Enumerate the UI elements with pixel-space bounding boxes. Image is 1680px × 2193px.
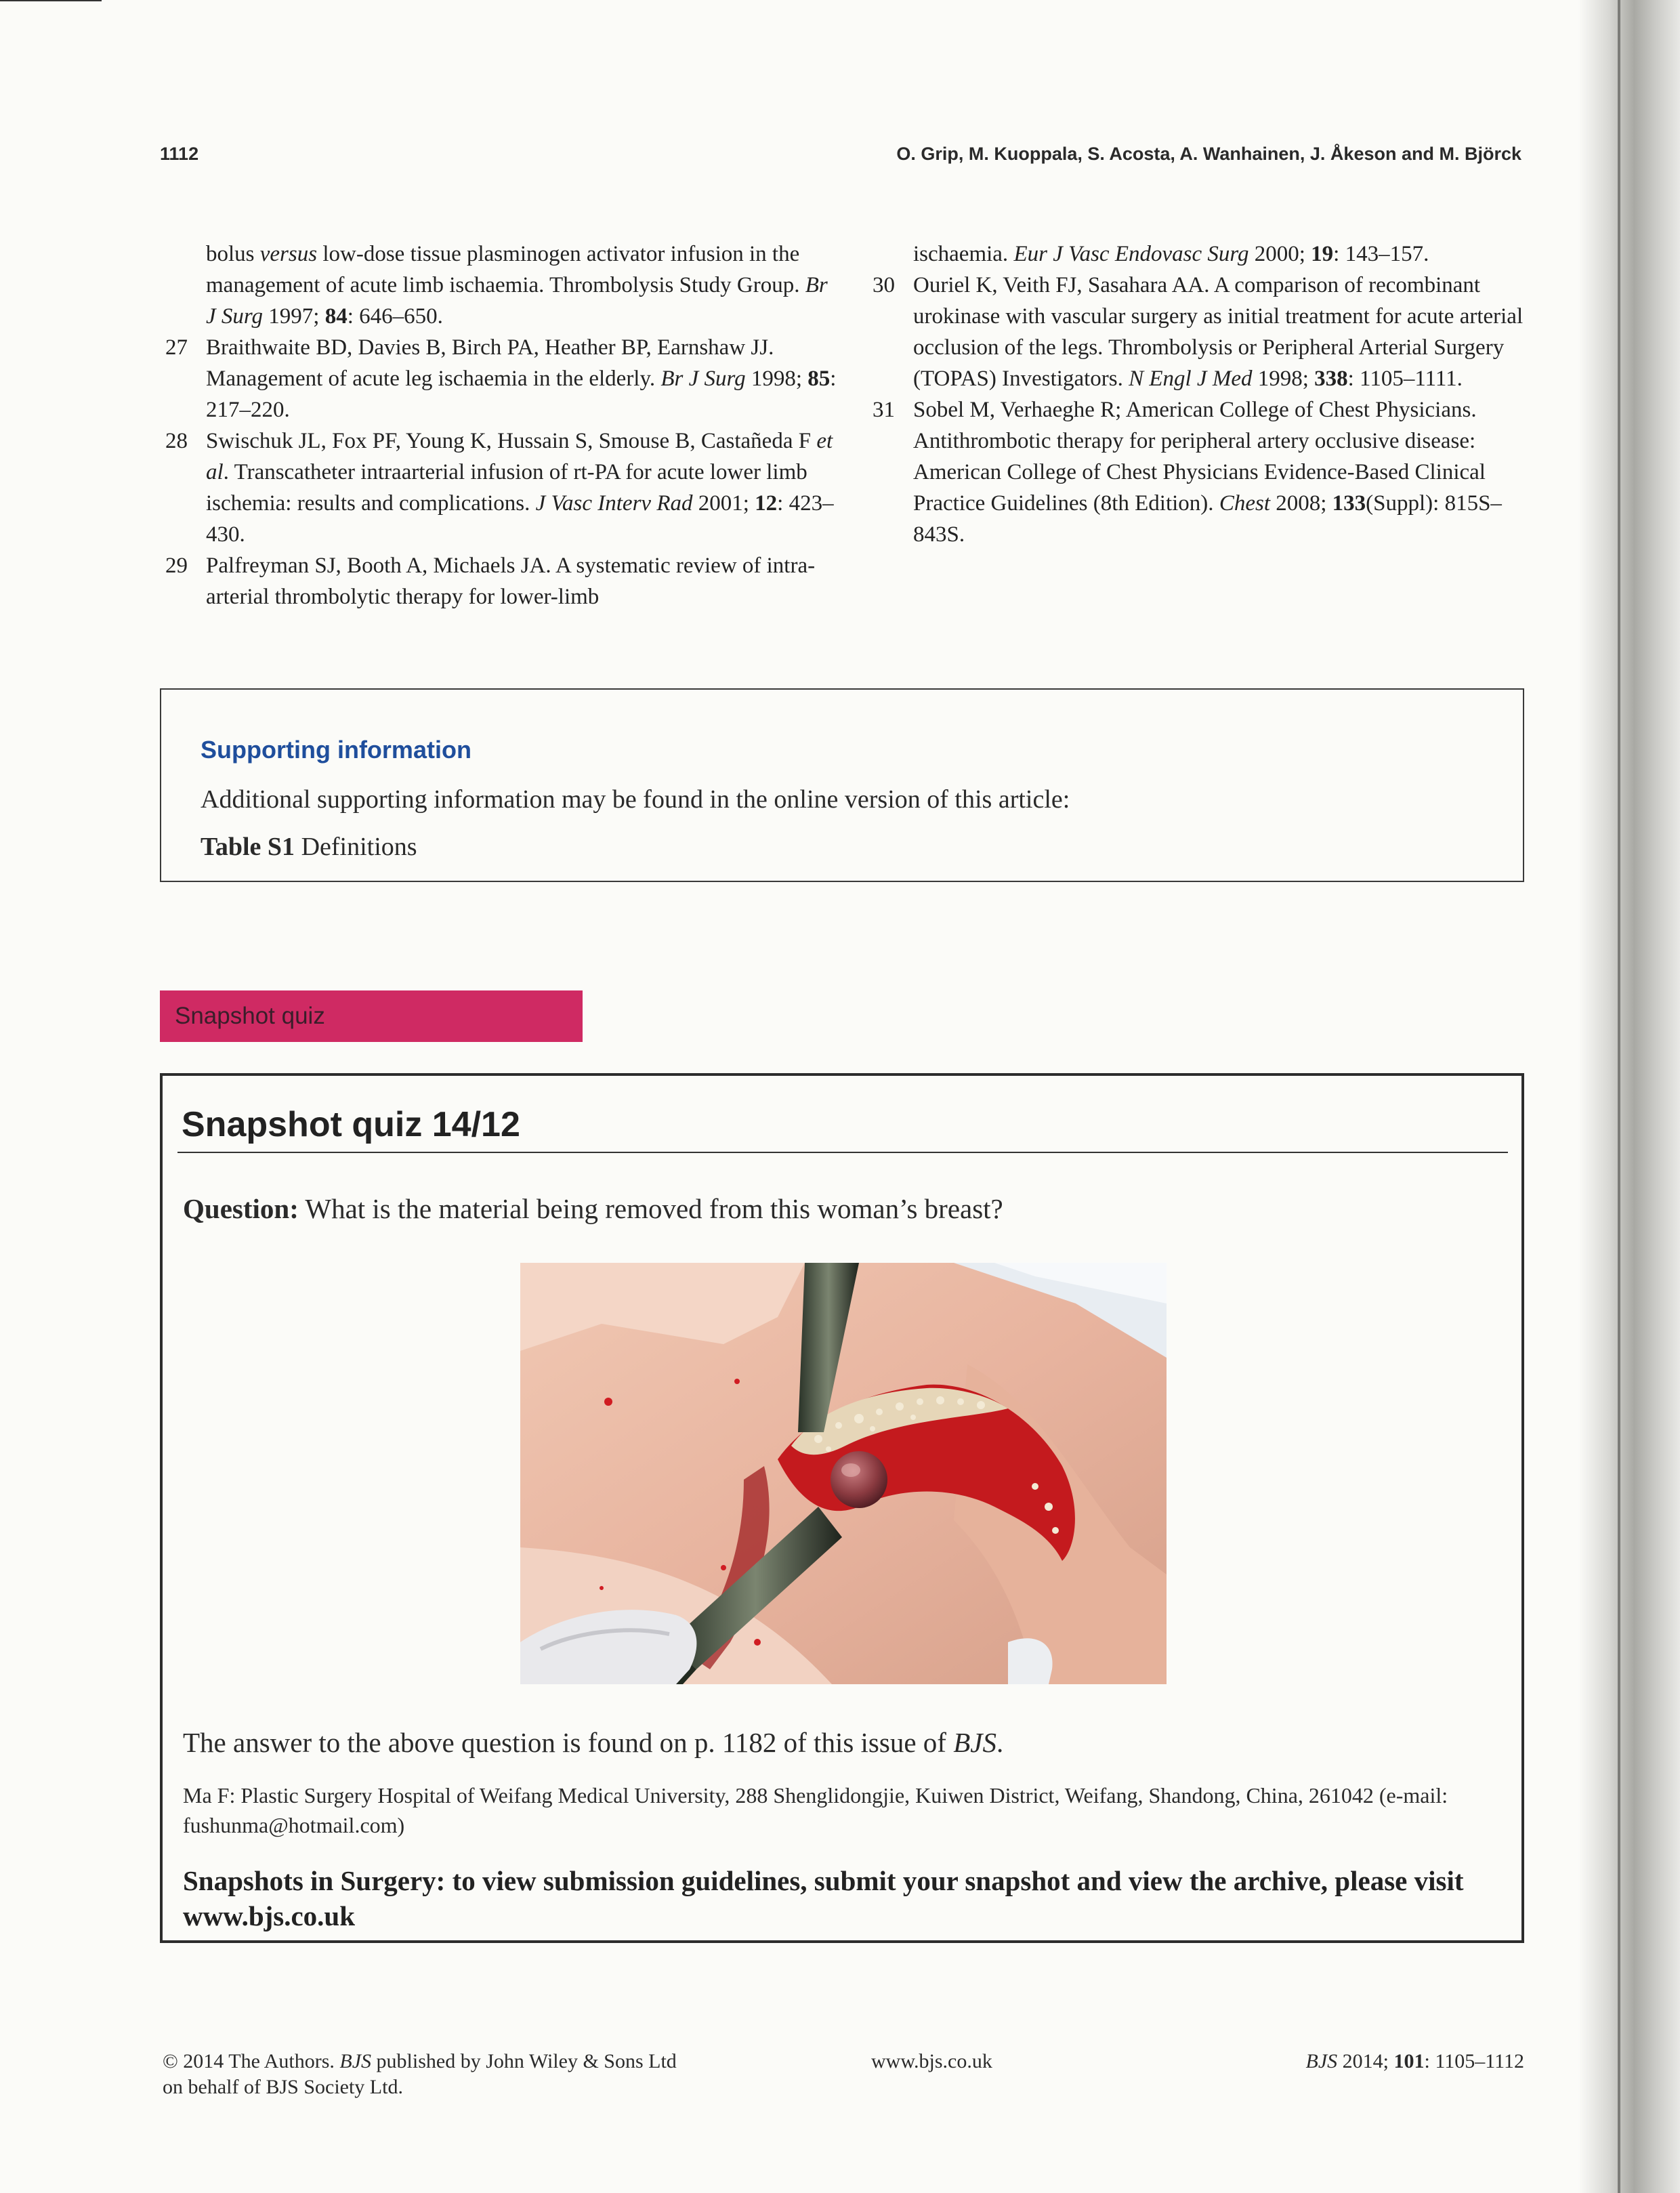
- supporting-information-box: [160, 688, 1524, 882]
- page-gutter-shadow: [1578, 0, 1680, 2193]
- supporting-information-item[interactable]: Table S1 Definitions: [201, 833, 417, 861]
- quiz-title: Snapshot quiz 14/12: [182, 1105, 520, 1144]
- journal-citation: BJS 2014; 101: 1105–1112: [1305, 2050, 1524, 2072]
- footer-website-link[interactable]: www.bjs.co.uk: [871, 2050, 992, 2072]
- references-column-right: [867, 238, 1531, 550]
- reference-item: 30 Ouriel K, Veith FJ, Sasahara AA. A comparison of recombinant urokinase with vascular surgery as initial treatment for acute arterial occlusion of the legs. Thrombolysis or Peripheral Arterial Surgery (TOPAS) Investigators. N Engl J Med 1998; 338: 1105–1111.: [873, 273, 1524, 391]
- reference-item: 31 Sobel M, Verhaeghe R; American College of Chest Physicians. Antithrombotic therapy for peripheral artery occlusive disease: American College of Chest Physicians Evidence-Based Clinical Practice Guidelines (8th Edition). Chest 2008; 133(Suppl): 815S–843S.: [873, 398, 1502, 547]
- reference-item: ischaemia. Eur J Vasc Endovasc Surg 2000; 19: 143–157.: [913, 242, 1429, 266]
- snapshot-quiz-tab: Snapshot quiz: [160, 990, 583, 1042]
- snapshots-submission-note[interactable]: Snapshots in Surgery: to view submission guidelines, submit your snapshot and view the archive, please visit www.bjs.co.uk: [183, 1865, 1464, 1931]
- quiz-answer-reference: The answer to the above question is found on p. 1182 of this issue of BJS.: [183, 1727, 1004, 1758]
- snapshot-quiz-box: [160, 1073, 1524, 1943]
- reference-item: 28 Swischuk JL, Fox PF, Young K, Hussain S, Smouse B, Castañeda F et al. Transcatheter intraarterial infusion of rt-PA for acute lower limb ischemia: results and complications. J Vasc Interv Rad 2001; 12: 423–430.: [165, 429, 834, 547]
- scan-edge-mark: [0, 0, 102, 1]
- references-column-left: [160, 238, 837, 612]
- supporting-information-title: Supporting information: [201, 736, 471, 764]
- copyright-notice: © 2014 The Authors. BJS published by John Wiley & Sons Ltd on behalf of BJS Society Ltd.: [163, 2050, 677, 2098]
- reference-item: bolus versus low-dose tissue plasminogen activator infusion in the management of acute limb ischaemia. Thrombolysis Study Group. Br J Surg 1997; 84: 646–650.: [206, 242, 828, 329]
- surgical-photo-illustration: [520, 1263, 1167, 1684]
- running-head: [160, 144, 1521, 171]
- quiz-author-affiliation: Ma F: Plastic Surgery Hospital of Weifang Medical University, 288 Shenglidongjie, Kuiwen District, Weifang, Shandong, China, 261042 (e-mail: fushunma@hotmail.com): [183, 1783, 1448, 1837]
- quiz-clinical-photo: [520, 1263, 1167, 1684]
- reference-item: 29 Palfreyman SJ, Booth A, Michaels JA. A systematic review of intra-arterial thrombolytic therapy for lower-limb: [165, 554, 816, 609]
- quiz-question: Question: What is the material being removed from this woman’s breast?: [183, 1193, 1003, 1224]
- page-number: 1112: [160, 144, 199, 164]
- reference-item: 27 Braithwaite BD, Davies B, Birch PA, Heather BP, Earnshaw JJ. Management of acute leg ischaemia in the elderly. Br J Surg 1998; 85: 217–220.: [165, 335, 837, 422]
- running-head-authors: O. Grip, M. Kuoppala, S. Acosta, A. Wanhainen, J. Åkeson and M. Björck: [896, 144, 1521, 164]
- supporting-information-text: Additional supporting information may be found in the online version of this article:: [201, 785, 1070, 814]
- quiz-title-rule: [177, 1152, 1508, 1153]
